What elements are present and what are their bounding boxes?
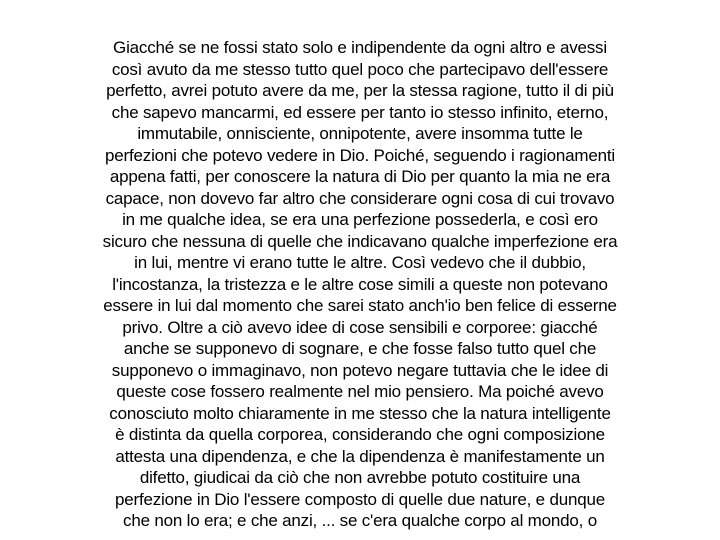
text-line: supponevo o immaginavo, non potevo negare tuttavia che le idee di — [111, 360, 609, 380]
text-line: capace, non dovevo far altro che considerare ogni cosa di cui trovavo — [105, 188, 615, 208]
text-line: queste cose fossero realmente nel mio pensiero. Ma poiché avevo — [116, 382, 604, 401]
text-line: Giacché se ne fossi stato solo e indipendente da ogni altro e avessi — [113, 38, 607, 57]
text-line: perfezioni che potevo vedere in Dio. Poiché, seguendo i ragionamenti — [105, 145, 615, 165]
text-line: essere in lui dal momento che sarei stato anch'io ben felice di esserne — [103, 296, 617, 315]
text-line: conosciuto molto chiaramente in me stesso che la natura intelligente — [109, 403, 611, 423]
text-line: è distinta da quella corporea, considerando che ogni composizione — [115, 425, 605, 444]
text-line: che sapevo mancarmi, ed essere per tanto io stesso infinito, eterno, — [111, 102, 609, 122]
text-line: in lui, mentre vi erano tutte le altre. Così vedevo che il dubbio, — [134, 253, 586, 272]
text-line: perfetto, avrei potuto avere da me, per la stessa ragione, tutto il di più — [106, 81, 614, 100]
text-line: che non lo era; e che anzi, ... se c'era qualche corpo al mondo, o — [123, 511, 597, 530]
text-line: difetto, giudicai da ciò che non avrebbe potuto costituire una — [139, 468, 581, 487]
text-line: anche se supponevo di sognare, e che fosse falso tutto quel che — [123, 339, 597, 358]
text-line: l'incostanza, la tristezza e le altre cose simili a queste non potevano — [112, 274, 608, 294]
text-line: appena fatti, per conoscere la natura di Dio per quanto la mia ne era — [109, 167, 611, 186]
text-line: privo. Oltre a ciò avevo idee di cose sensibili e corporee: giacché — [122, 317, 598, 337]
text-line: immutabile, onnisciente, onnipotente, avere insomma tutte le — [137, 124, 583, 143]
text-line: perfezione in Dio l'essere composto di quelle due nature, e dunque — [115, 489, 605, 509]
text-line: in me qualche idea, se era una perfezione possederla, e così ero — [122, 210, 598, 229]
text-line: sicuro che nessuna di quelle che indicavano qualche imperfezione era — [102, 231, 618, 251]
text-line: attesta una dipendenza, e che la dipendenza è manifestamente un — [115, 446, 605, 466]
body-text-paragraph — [0, 37, 720, 532]
text-line: così avuto da me stesso tutto quel poco che partecipavo dell'essere — [111, 59, 609, 79]
